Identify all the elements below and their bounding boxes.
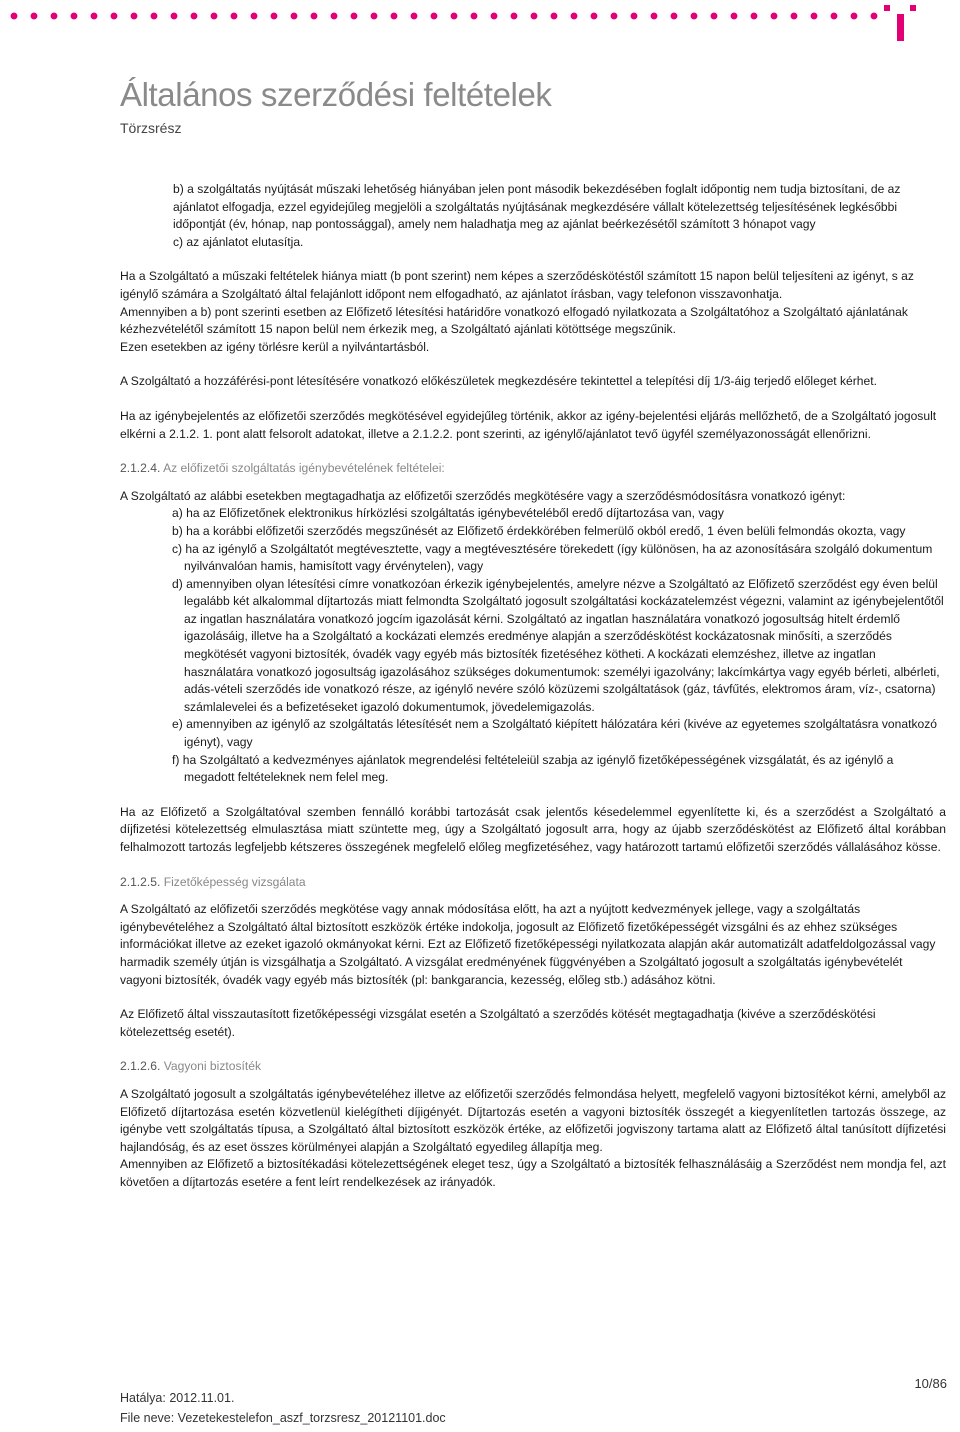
section-number: 2.1.2.4.	[120, 461, 161, 476]
document-footer	[120, 1388, 446, 1428]
paragraph: Amennyiben a b) pont szerinti esetben az Előfizető létesítési határidőre vonatkozó elfogadó nyilatkozata a Szolgáltatóhoz a Szolgáltató ajánlatának kézhezvételétől számított 15 napon belül nem érkezik meg, a Szolgáltató ajánlati kötöttsége megszűnik.	[120, 304, 908, 337]
paragraph: A Szolgáltató jogosult a szolgáltatás igénybevételéhez illetve az előfizetői szerződés felmondása helyett, megfelelő vagyoni biztosítékot kérni, amelyből az Előfizető díjtartozása esetén közvetlenül kielégítheti díjigényét. Díjtartozás esetén a vagyoni biztosíték összegét a kiegyenlítetlen tartozás összege, az igénybe vett szolgáltatás típusa, a Szolgáltató által biztosított eszközök értéke, az előfizetői jogviszony tartama alatt az Előfizető által tanúsított díjfizetési hajlandóság, és az eset összes körülményei alapján a Szolgáltató egyedileg állapítja meg.	[120, 1086, 946, 1154]
file-name: File neve: Vezetekestelefon_aszf_torzsresz_20121101.doc	[120, 1411, 446, 1425]
section-heading-2-1-2-4	[120, 460, 946, 478]
telekom-t-logo-icon	[884, 5, 916, 41]
refusal-conditions-list	[120, 505, 946, 787]
document-title: Általános szerződési feltételek	[120, 76, 552, 113]
list-item: b) ha a korábbi előfizetői szerződés megszűnését az Előfizető érdekkörében felmerülő okból eredő, 1 éven belüli felmondás okozta, vagy	[172, 523, 906, 538]
effective-date: Hatálya: 2012.11.01.	[120, 1391, 235, 1405]
intro-options	[120, 181, 946, 251]
paragraph: Ha a Szolgáltató a műszaki feltételek hiánya miatt (b pont szerint) nem képes a szerződéskötéstől számított 15 napon belül teljesíteni az igényt, s az igénylő számára a Szolgáltató által felajánlott időpont nem elfogadható, az ajánlatot írásban, vagy telefonon visszavonhatja.	[120, 269, 914, 301]
brand-dot-band	[0, 12, 880, 20]
paragraph: A Szolgáltató a hozzáférési-pont létesítésére vonatkozó előkészületek megkezdésére tekintettel a telepítési díj 1/3-áig terjedő előleget kérhet.	[120, 374, 877, 389]
paragraph: Ha az Előfizető a Szolgáltatóval szemben fennálló korábbi tartozását csak jelentős késedelemmel egyenlítette ki, és a szerződést a Szolgáltató a díjfizetési kötelezettség elmulasztása miatt szüntette meg, úgy a Szolgáltató jogosult arra, hogy az újabb szerződéskötést az Előfizető által korábban felhalmozott tartozás legfeljebb kétszeres összegének megfelelő előleg megfizetéséhez, vagy határozott tartamú előfizetői szerződés vállalásához kösse.	[120, 804, 946, 854]
page-number: 10/86	[914, 1376, 947, 1391]
section-heading-2-1-2-5	[120, 874, 946, 892]
paragraph: Ezen esetekben az igény törlésre kerül a nyilvántartásból.	[120, 339, 430, 354]
paragraph: Az Előfizető által visszautasított fizetőképességi vizsgálat esetén a Szolgáltató a szerződés kötését megtagadhatja (kivéve a szerződéskötési kötelezettség esetét).	[120, 1007, 876, 1039]
paragraph: Ha az igénybejelentés az előfizetői szerződés megkötésével egyidejűleg történik, akkor az igény-bejelentési eljárás mellőzhető, de a Szolgáltató jogosult elkérni a 2.1.2. 1. pont alatt felsorolt adatokat, illetve a 2.1.2.2. pont szerinti, az igénylő/ajánlatot tevő ügyfél személyazonosságát ellenőrizni.	[120, 408, 937, 441]
list-item: f) ha Szolgáltató a kedvezményes ajánlatok megrendelési feltételeiül szabja az igénylő fizetőképességének vizsgálatát, és az igénylő a megadott feltételeknek nem felel meg.	[172, 752, 894, 785]
option-b-paragraph: b) a szolgáltatás nyújtását műszaki lehetőség hiányában jelen pont második bekezdésében foglalt időpontig nem tudja biztosítani, de az ajánlatot elfogadja, ezzel egyidejűleg megjelöli a szolgáltatás nyújtásának megkezdésére vállalt kötelezettség teljesítésének legkésőbbi időpontját (év, hónap, nap pontossággal), amely nem haladhatja meg az ajánlat beérkezésétől számított 3 hónapot vagy	[173, 182, 901, 232]
section-title: Vagyoni biztosíték	[163, 1059, 261, 1074]
paragraph: Amennyiben az Előfizető a biztosítékadási kötelezettségének eleget tesz, úgy a Szolgáltató a biztosíték felhasználásáig a Szerződést nem mondja fel, azt követően a díjtartozás esetére a fent leírt rendelkezések az irányadók.	[120, 1157, 946, 1189]
document-body	[120, 181, 946, 1192]
section-heading-2-1-2-6	[120, 1058, 946, 1076]
document-subtitle: Törzsrész	[120, 120, 182, 136]
section-intro: A Szolgáltató az alábbi esetekben megtagadhatja az előfizetői szerződés megkötésére vagy a szerződésmódosításra vonatkozó igényt:	[120, 488, 846, 503]
section-title: Az előfizetői szolgáltatás igénybevételének feltételei:	[163, 461, 445, 476]
list-item: e) amennyiben az igénylő az szolgáltatás létesítését nem a Szolgáltató kiépített hálózatára kéri (kivéve az egyetemes szolgáltatásra vonatkozó igényt), vagy	[172, 717, 938, 750]
paragraph: A Szolgáltató az előfizetői szerződés megkötése vagy annak módosítása előtt, ha azt a nyújtott kedvezmények jellege, vagy a szolgáltatás igénybevételéhez a Szolgáltató által biztosított eszközök értéke indokolja, jogosult az Előfizető fizetőképességét vizsgálni és az ehhez szükséges információkat illetve az ezeket igazoló okmányokat kérni. Ezt az Előfizető fizetőképességi nyilatkozata alapján akár automatizált adatfeldolgozással vagy harmadik személy útján is vizsgálhatja a Szolgáltató. A vizsgálat eredményének függvényében a Szolgáltató jogosult a szolgáltatás igénybevételét vagyoni biztosíték, óvadék vagy egyéb más biztosíték (pl: bankgarancia, kezesség, előleg stb.) adásához kötni.	[120, 902, 936, 987]
section-number: 2.1.2.5.	[120, 874, 161, 889]
list-item: d) amennyiben olyan létesítési címre vonatkozóan érkezik igénybejelentés, amelyre nézve a Szolgáltató az Előfizető szerződést egy éven belül legalább két alkalommal díjtartozás miatt felmondta Szolgáltató jogosult szolgáltatási kockázatelemzést végezni, valamint az igénybejelentőtől az ingatlan használatára vonatkozó jogcím igazolását kérni. Szolgáltató az ingatlan használatára vonatkozó jogosultság hitelt érdemlő igazolásáig, illetve ha a Szolgáltató a kockázati elemzés eredménye alapján a szerződéskötést kockázatosnak minősíti, a szerződés megkötését vagyoni biztosíték, óvadék vagy egyéb más biztosíték fizetéséhez kötheti. A kockázati elemzéshez, illetve az ingatlan használatára vonatkozó jogosultság igazolásához szükséges dokumentumok: személyi igazolvány; lakcímkártya vagy egyéb bérleti, albérleti, adás-vételi szerződés ide vonatkozó része, az igénylő nevére szóló közüzemi szolgáltatások (gáz, távfűtés, elektromos áram, víz-, csatorna) számlalevelei és a befizetéseket igazoló dokumentumok, jövedelemigazolás.	[172, 576, 944, 714]
option-c-paragraph: c) az ajánlatot elutasítja.	[173, 234, 304, 249]
list-item: a) ha az Előfizetőnek elektronikus hírközlési szolgáltatás igénybevételéből eredő díjtartozása van, vagy	[172, 506, 724, 521]
list-item: c) ha az igénylő a Szolgáltatót megtévesztette, vagy a megtévesztésére törekedett (így különösen, ha az azonosítására szolgáló dokumentum nyilvánvalóan hamis, hamisított vagy érvénytelen), vagy	[172, 541, 933, 574]
section-title: Fizetőképesség vizsgálata	[163, 874, 306, 889]
section-number: 2.1.2.6.	[120, 1059, 161, 1074]
